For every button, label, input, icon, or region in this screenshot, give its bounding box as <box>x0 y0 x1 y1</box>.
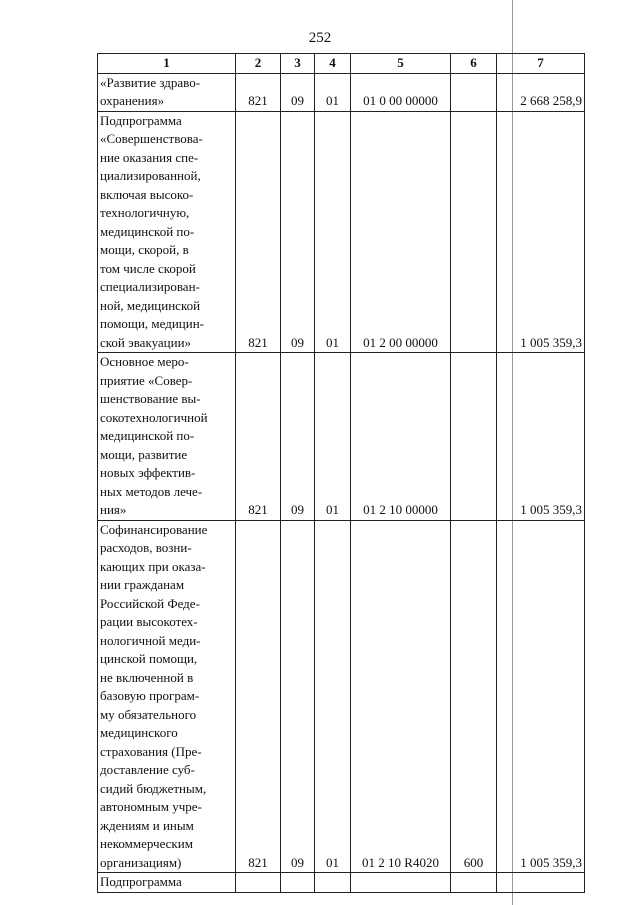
table-row <box>98 73 585 111</box>
row-name-line: организациям) <box>100 854 182 870</box>
cell-empty <box>497 873 585 893</box>
row-name-line: кающих при оказа- <box>100 558 206 574</box>
section-cell: 09 <box>281 520 315 873</box>
subsection-cell: 01 <box>315 73 351 111</box>
column-header: 4 <box>315 54 351 74</box>
column-header: 7 <box>497 54 585 74</box>
code-821: 821 <box>236 73 281 111</box>
row-name-line: приятие «Совер- <box>100 372 193 388</box>
row-name-line: мощи, развитие <box>100 446 188 462</box>
table-row <box>98 111 585 353</box>
column-header: 6 <box>451 54 497 74</box>
row-name-line: базовую програм- <box>100 688 200 703</box>
section-cell: 09 <box>281 111 315 353</box>
column-header: 3 <box>281 54 315 74</box>
subsection-cell: 01 <box>315 520 351 873</box>
row-name-line: ных методов лече- <box>100 483 203 499</box>
row-name-line: шенствование вы- <box>100 391 201 406</box>
cell-empty <box>451 873 497 893</box>
row-name-line: Основное меро- <box>100 354 189 369</box>
row-name <box>98 353 236 521</box>
row-name-line: доставление суб- <box>100 762 195 777</box>
row-name-line: Российской Феде- <box>100 595 200 611</box>
row-name <box>98 520 236 873</box>
cell-empty <box>236 873 281 893</box>
page-number: 252 <box>308 30 332 46</box>
code-821: 821 <box>236 353 281 521</box>
table-row <box>98 353 585 521</box>
row-name-line: помощи, медицин- <box>100 316 204 331</box>
row-name-line: включая высоко- <box>100 186 194 202</box>
row-name-line: ждениям и иным <box>100 817 194 833</box>
row-name-line: том числе скорой <box>100 260 196 276</box>
table-row <box>98 873 585 893</box>
row-name-line: му обязательного <box>100 706 197 722</box>
column-header: 2 <box>236 54 281 74</box>
row-name-line: сидий бюджетным, <box>100 780 207 796</box>
row-name-line: страхования (Пре- <box>100 743 202 759</box>
row-name-line: мощи, скорой, в <box>100 242 189 257</box>
row-name <box>98 111 236 353</box>
row-name-line: специализирован- <box>100 279 200 294</box>
row-name-line: автономным учре- <box>100 799 202 814</box>
row-name-line: расходов, возни- <box>100 540 192 555</box>
expense-type-cell: 600 <box>451 520 497 873</box>
row-name-line: ной, медицинской <box>100 297 201 313</box>
row-name-line: медицинской по- <box>100 223 195 239</box>
amount-cell: 1 005 359,3 <box>497 111 585 353</box>
row-name: Подпрограмма <box>98 873 236 893</box>
row-name-line: сокотехнологичной <box>100 409 208 425</box>
budget-table <box>97 53 585 893</box>
table-row <box>98 520 585 873</box>
row-name-line: медицинского <box>100 725 178 740</box>
row-name-line: «Развитие здраво- <box>100 74 201 90</box>
row-name-line: новых эффектив- <box>100 465 196 480</box>
row-name-line: ния» <box>100 502 127 517</box>
column-header: 1 <box>98 54 236 74</box>
expense-type-cell <box>451 111 497 353</box>
row-name-line: не включенной в <box>100 669 194 685</box>
cell-empty <box>281 873 315 893</box>
cell-empty <box>315 873 351 893</box>
cell-empty <box>351 873 451 893</box>
amount-cell: 2 668 258,9 <box>497 73 585 111</box>
subsection-cell: 01 <box>315 353 351 521</box>
code-821: 821 <box>236 520 281 873</box>
target-article-cell: 01 2 10 R4020 <box>351 520 451 873</box>
row-name-line: ние оказания спе- <box>100 149 199 165</box>
row-name-line: некоммерческим <box>100 836 193 851</box>
amount-cell: 1 005 359,3 <box>497 520 585 873</box>
section-cell: 09 <box>281 73 315 111</box>
expense-type-cell <box>451 353 497 521</box>
subsection-cell: 01 <box>315 111 351 353</box>
row-name-line: Подпрограмма <box>100 112 182 128</box>
row-name-line: охранения» <box>100 93 165 108</box>
target-article-cell: 01 0 00 00000 <box>351 73 451 111</box>
expense-type-cell <box>451 73 497 111</box>
row-name-line: технологичную, <box>100 205 190 220</box>
row-name-line: медицинской по- <box>100 428 195 443</box>
row-name-line: «Совершенствова- <box>100 131 203 146</box>
row-name-line: нологичной меди- <box>100 632 201 648</box>
row-name <box>98 73 236 111</box>
amount-cell: 1 005 359,3 <box>497 353 585 521</box>
row-name-line: нии гражданам <box>100 577 185 592</box>
header-row <box>98 54 585 74</box>
row-name-line: Софинансирование <box>100 521 208 537</box>
column-header: 5 <box>351 54 451 74</box>
row-name-line: ской эвакуации» <box>100 334 192 350</box>
target-article-cell: 01 2 10 00000 <box>351 353 451 521</box>
row-name-line: цинской помощи, <box>100 651 198 666</box>
section-cell: 09 <box>281 353 315 521</box>
row-name-line: циализированной, <box>100 168 201 183</box>
row-name-line: рации высокотех- <box>100 614 198 629</box>
target-article-cell: 01 2 00 00000 <box>351 111 451 353</box>
code-821: 821 <box>236 111 281 353</box>
